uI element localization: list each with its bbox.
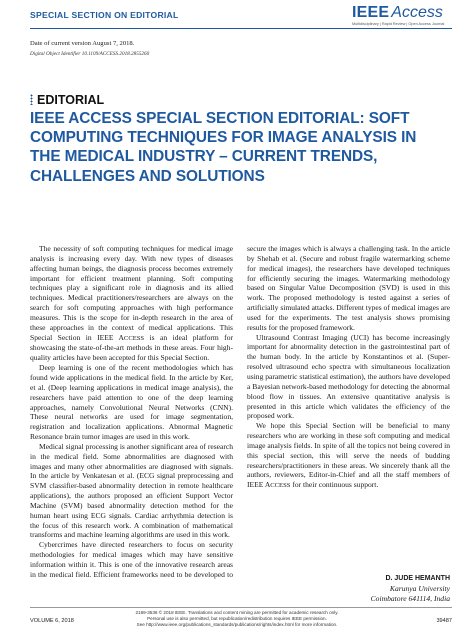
copyright-line-2: Personal use is also permitted, but republication/redistribution requires IEEE permission. bbox=[147, 616, 327, 622]
paragraph-5: Ultrasound Contrast Imaging (UCI) has become increasingly important for abnormality detection in the gastrointestinal part of the human body. In the article by Konstantinos et al. (Super-resolved ultrasound echo spectra with simultaneous localization using parametric statistical estimation), the authors have developed a Bayesian network-based methodology for detecting the abnormal blood flow in tissues. An extensive quantitative analysis is presented in this article which validates the efficiency of the proposed work. bbox=[247, 332, 450, 421]
logo-tagline: Multidisciplinary | Rapid Review | Open Access Journal bbox=[352, 22, 445, 26]
version-date: Date of current version August 7, 2018. bbox=[30, 40, 135, 47]
section-header: SPECIAL SECTION ON EDITORIAL bbox=[30, 10, 179, 20]
author-affiliation: Karunya University bbox=[389, 584, 450, 593]
section-label bbox=[30, 93, 104, 107]
article-body bbox=[30, 244, 450, 589]
copyright-notice bbox=[112, 610, 362, 629]
paragraph-4: Cybercrimes have directed researchers to focus on security methodologies for medical images which may have sensitive information within it. This is one of the innovative research areas in the medical field. Efficient frameworks need to be developed to secure the images which is always a challenging task. In the article by Shehab et al. (Secure and robust fragile watermarking scheme for medical images), the researchers have developed techniques for efficiently securing the images. Watermarking methodology based on Singular Value Decomposition (SVD) is used in this work. The proposed methodology is tested against a series of artificially simulated attacks. Different types of medical images are used for the experiments. The test analysis shows promising results for the proposed framework. bbox=[30, 244, 450, 579]
logo-ieee-text: IEEE bbox=[352, 4, 390, 21]
footer-rule bbox=[30, 607, 452, 608]
logo-access-text: Access bbox=[391, 4, 443, 21]
author-location: Coimbatore 641114, India bbox=[370, 594, 450, 603]
signature-block bbox=[371, 574, 450, 604]
doi-line: Digital Object Identifier 10.1109/ACCESS.2018.2855260 bbox=[30, 51, 150, 57]
paragraph-1: The necessity of soft computing techniques for medical image analysis is increasing every day. With new types of diseases affecting human beings, the diagnosis process becomes extremely important for efficient treatment planning. Soft computing techniques play a significant role in diagnosis and its allied techniques. Medical practitioners/researchers are always on the search for soft computing approaches with high performance measures. This is the scope for in-depth research in the area of these approaches in the context of medical applications. This Special Section in IEEE ACCESS is an ideal platform for showcasing the state-of-the-art methods in these areas. Four high-quality articles have been accepted for this Special Section. bbox=[30, 244, 233, 363]
author-name: D. JUDE HEMANTH bbox=[385, 575, 450, 582]
paragraph-6: We hope this Special Section will be beneficial to many researchers who are working in these soft computing and medical image analysis fields. In spite of all the topics not being covered in this special section, this will serve the needs of budding researchers/practitioners in these areas. We sincerely thank all the authors, reviewers, Editor-in-Chief and all the staff members of IEEE ACCESS for their continuous support. bbox=[247, 421, 450, 490]
dots-icon bbox=[30, 94, 33, 105]
ieee-access-logo bbox=[352, 4, 452, 26]
paragraph-3: Medical signal processing is another significant area of research in the medical field. Some abnormalities are diagnosed with images and many other abnormalities are diagnosed with signals. In the article by Venkatesan et al. (ECG signal preprocessing and SVM classifier-based abnormality detection in remote healthcare applications), the authors proposed an efficient Support Vector Machine (SVM) based abnormality detection method for the human heart using ECG signals. Cardiac arrhythmia detection is the focus of this research work. A combination of mathematical transforms and machine learning algorithms are used in this work. bbox=[30, 441, 233, 540]
copyright-line-1: 2169-3536 © 2018 IEEE. Translations and content mining are permitted for academic research only. bbox=[135, 610, 339, 615]
header-rule bbox=[30, 28, 452, 29]
paragraph-2: Deep learning is one of the recent methodologies which has found wide applications in the medical field. In the article by Ker, et al. (Deep learning applications in medical image analysis), the researchers have paid attention to one of the deep learning approaches, namely Convolutional Neural Networks (CNN). These neural networks are used for image segmentation, registration and localization applications. Abnormal Magnetic Resonance brain tumor images are used in this work. bbox=[30, 363, 233, 442]
article-title: IEEE ACCESS SPECIAL SECTION EDITORIAL: SOFT COMPUTING TECHNIQUES FOR IMAGE ANALYSIS IN THE MEDICAL INDUSTRY – CURRENT TRENDS, CHALLENGES AND SOLUTIONS bbox=[30, 110, 417, 185]
volume-label: VOLUME 6, 2018 bbox=[30, 618, 74, 624]
copyright-line-3: See http://www.ieee.org/publications_standards/publications/rights/index.html for more information. bbox=[136, 622, 338, 628]
section-label-text: EDITORIAL bbox=[37, 93, 105, 107]
page-number: 39487 bbox=[436, 618, 452, 624]
